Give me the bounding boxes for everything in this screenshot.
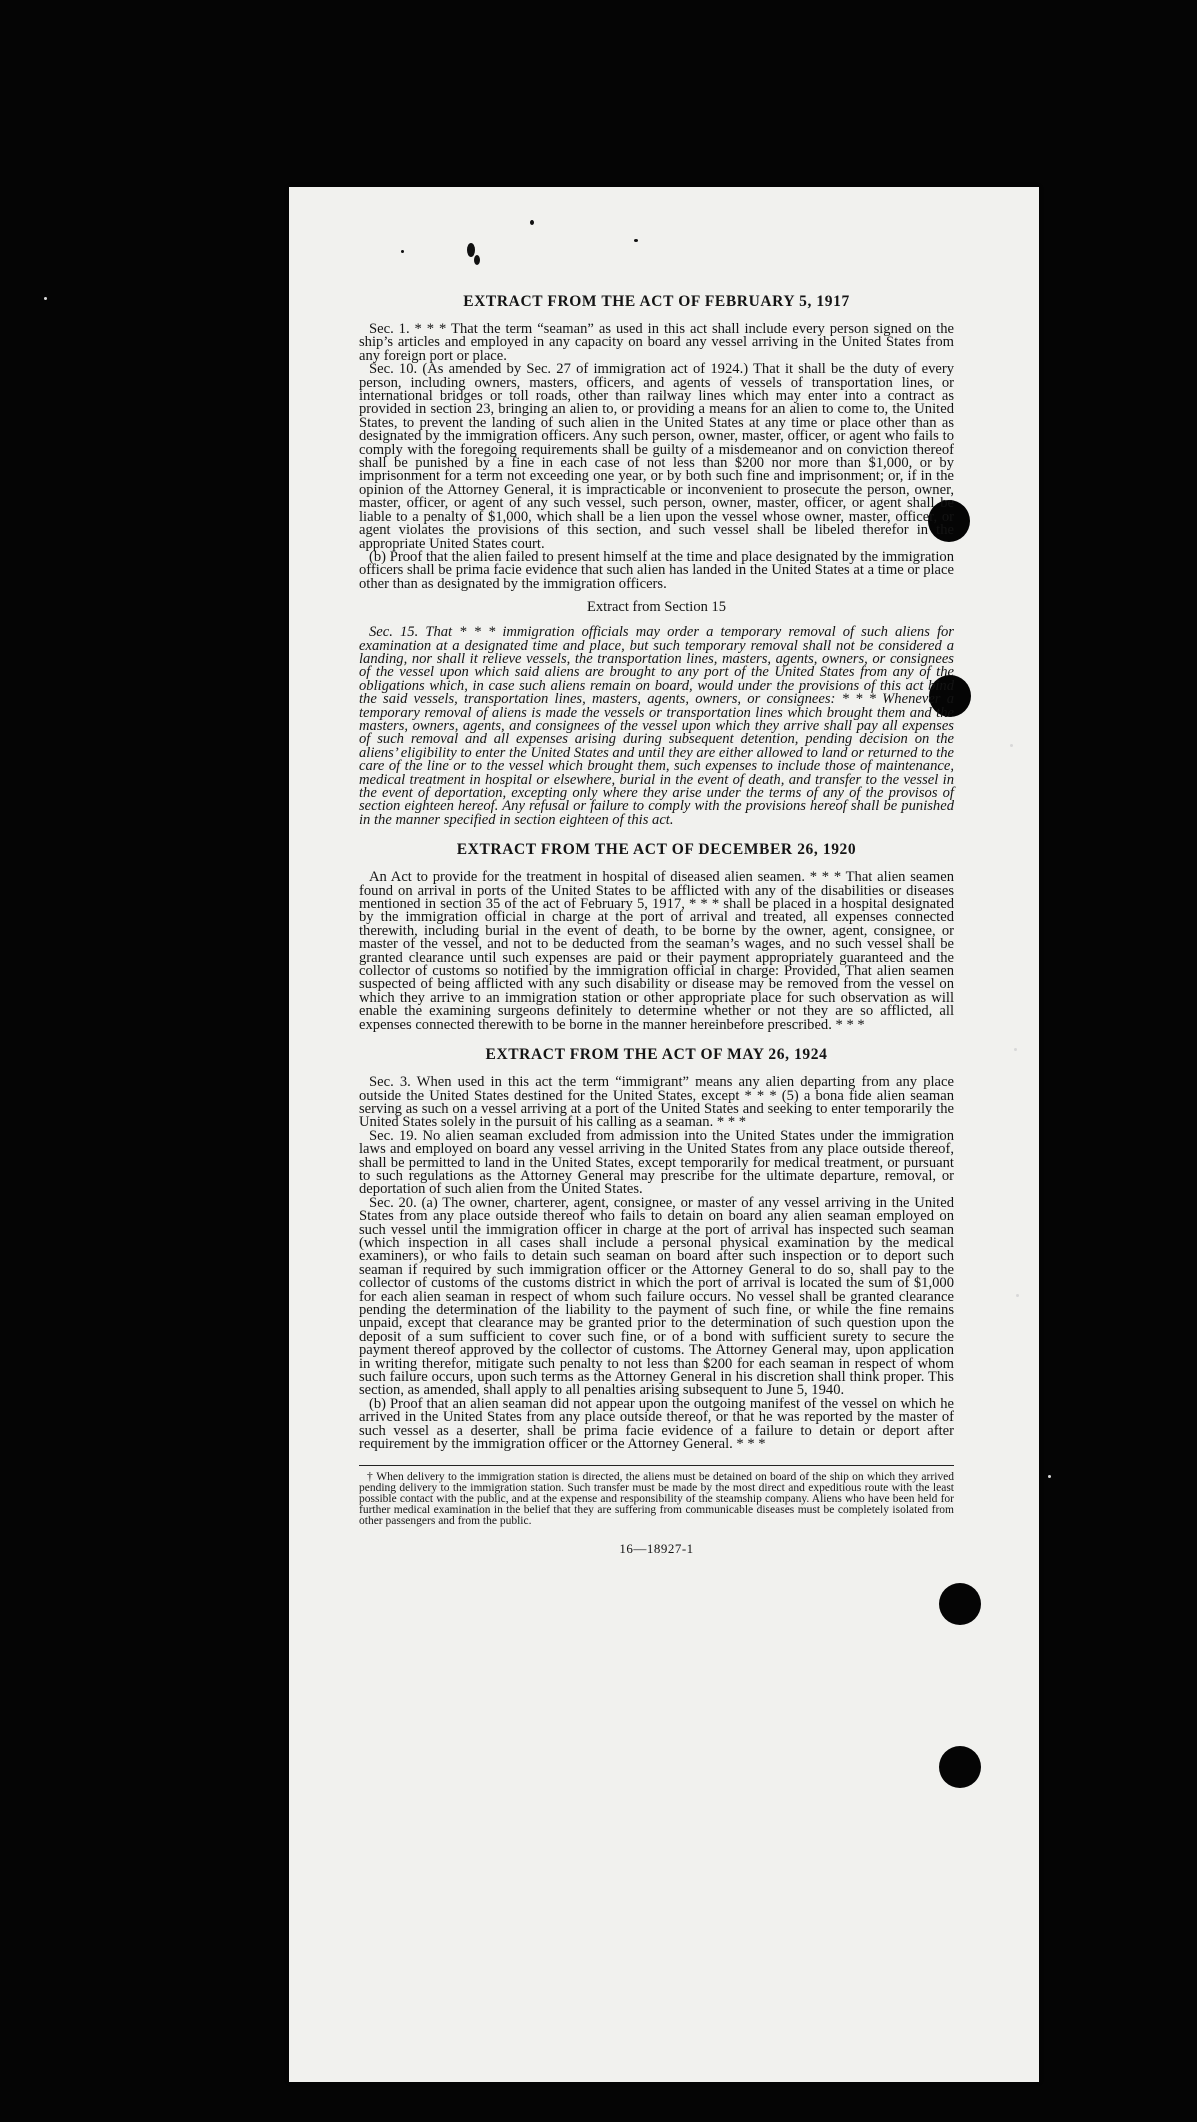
paragraph-sec20: Sec. 20. (a) The owner, charterer, agent, consignee, or master of any vessel arriving in the United States from any place outside thereof who fails to detain on board any alien seaman employed on such vessel until the immigration officer in charge at the port of arrival has inspected such seaman (which inspection in all cases shall include a personal physical examination by the medical examiners), or who fails to detain such seaman on board after such inspection or to deport such seaman if required by such immigration officer or the Attorney General to do so, shall pay to the collector of customs of the customs district in which the port of arrival is located the sum of $1,000 for each alien seaman in respect of whom such failure occurs. No vessel shall be granted clearance pending the determination of the liability to the payment of such fine, or while the fine remains unpaid, except that clearance may be granted prior to the determination of such question upon the deposit of a sum sufficient to cover such fine, or of a bond with sufficient surety to secure the payment thereof approved by the collector of customs. The Attorney General may, upon application in writing therefor, mitigate such penalty to not less than $200 for each seaman in respect of whom such failure occurs, upon such terms as the Attorney General in his discretion shall think proper. This section, as amended, shall apply to all penalties arising subsequent to June 5, 1940. <box>359 1194 954 1399</box>
document-page <box>289 187 1039 2082</box>
background-dot <box>1010 744 1013 747</box>
paragraph-1920: An Act to provide for the treatment in hospital of diseased alien seamen. * * * That alien seamen found on arrival in ports of the United States to be afflicted with any of the disabilities or diseases mentioned in section 35 of the act of February 5, 1917, * * * shall be placed in a hospital designated by the immigration official in charge at the port of arrival and treated, all expenses connected therewith, including burial in the event of death, to be borne by the owner, agent, consignee, or master of the vessel, and not to be deducted from the seaman’s wages, and no such vessel shall be granted clearance until such expenses are paid or their payment appropriately guaranteed and the collector of customs so notified by the immigration official in charge: Provided, That alien seamen suspected of being afflicted with any such disability or disease may be removed from the vessel on which they arrive to an immigration station or other appropriate place for such observation as will enable the examining surgeons definitely to determine whether or not they are so afflicted, all expenses connected therewith to be borne in the manner hereinbefore prescribed. * * * <box>359 869 954 1033</box>
document-text <box>359 287 954 1557</box>
paragraph-sec10: Sec. 10. (As amended by Sec. 27 of immigration act of 1924.) That it shall be the duty of every person, including owners, masters, officers, and agents of vessels of transportation lines, or international bridges or toll roads, other than railway lines which may enter into a contract as provided in section 23, bringing an alien to, or providing a means for an alien to come to, the United States, to prevent the landing of such alien in the United States at any time or place other than as designated by the immigration officers. Any such person, owner, master, officer, or agent who fails to comply with the foregoing requirements shall be guilty of a misdemeanor and on conviction thereof shall be punished by a fine in each case of not less than $200 nor more than $1,000, or by imprisonment for a term not exceeding one year, or by both such fine and imprisonment; or, if in the opinion of the Attorney General, it is impracticable or inconvenient to prosecute the person, owner, master, officer, or agent of any such vessel, such person, owner, master, officer, or agent shall be liable to a penalty of $1,000, which shall be a lien upon the vessel whose owner, master, officer, or agent violates the provisions of this section, and such vessel shall be libeled therefor in the appropriate United States court. <box>359 361 954 552</box>
heading-act-1924: EXTRACT FROM THE ACT OF MAY 26, 1924 <box>485 1046 828 1064</box>
paragraph-sec15: Sec. 15. That * * * immigration officials may order a temporary removal of such aliens for examination at a designated time and place, but such temporary removal shall not be considered a landing, nor shall it relieve vessels, the transportation lines, masters, agents, owners, or consignees of the vessel upon which said aliens are brought to any port of the United States from any of the obligations which, in case such aliens remain on board, would under the provisions of this act bind the said vessels, transportation lines, masters, agents, owners, or consignees: * * * Whenever a temporary removal of aliens is made the vessels or transportation lines which brought them and the masters, owners, agents, and consignees of the vessel upon which they arrive shall pay all expenses of such removal and all expenses arising during subsequent detention, pending decision on the aliens’ eligibility to enter the United States and until they are either allowed to land or returned to the care of the line or to the vessel which brought them, such expenses to include those of maintenance, medical treatment in hospital or elsewhere, burial in the event of death, and transfer to the vessel in the event of deportation, excepting only where they arise under the terms of any of the provisos of section eighteen hereof. Any refusal or failure to comply with the provisions hereof shall be punished in the manner specified in section eighteen of this act. <box>359 624 954 828</box>
footnote-rule <box>359 1465 954 1466</box>
paper-speck <box>401 250 404 253</box>
paper-speck <box>467 243 475 257</box>
background-dot <box>1048 1475 1051 1478</box>
paragraph-sec3: Sec. 3. When used in this act the term “immigrant” means any alien departing from any place outside the United States destined for the United States, except * * * (5) a bona fide alien seaman serving as such on a vessel arriving at a port of the United States and seeking to enter temporarily the United States solely in the pursuit of his calling as a seaman. * * * <box>359 1074 954 1131</box>
paragraph-proof-b-1924: (b) Proof that an alien seaman did not appear upon the outgoing manifest of the vessel on which he arrived in the United States from any place outside thereof, or that he was reported by the master of such vessel as a deserter, shall be prima facie evidence of a failure to detain or deport after requirement by the immigration officer or the Attorney General. * * * <box>359 1395 954 1453</box>
subheading-section-15: Extract from Section 15 <box>587 599 726 616</box>
paragraph-sec19: Sec. 19. No alien seaman excluded from admission into the United States under the immigration laws and employed on board any vessel arriving in the United States from any place outside thereof, shall be permitted to land in the United States, except temporarily for medical treatment, or pursuant to such regulations as the Attorney General may prescribe for the ultimate departure, removal, or deportation of such alien from the United States. <box>359 1127 954 1198</box>
paper-speck <box>474 255 480 265</box>
footnote: † When delivery to the immigration station is directed, the aliens must be detained on board of the ship on which they arrived pending delivery to the immigration station. Such transfer must be made by the most direct and expeditious route with the least possible contact with the public, and at the expense and responsibility of the steamship company. Aliens who have been held for further medical examination in the belief that they are suffering from communicable diseases must be completely isolated from other passengers and from the public. <box>359 1471 954 1528</box>
background-dot <box>44 297 47 300</box>
paper-speck <box>634 239 638 242</box>
heading-act-1920: EXTRACT FROM THE ACT OF DECEMBER 26, 1920 <box>456 841 857 859</box>
punch-hole <box>939 1746 981 1788</box>
background-dot <box>1014 1048 1017 1051</box>
heading-act-1917: EXTRACT FROM THE ACT OF FEBRUARY 5, 1917 <box>463 293 850 310</box>
paragraph-sec1: Sec. 1. * * * That the term “seaman” as used in this act shall include every person signed on the ship’s articles and employed in any capacity on board any vessel arriving in the United States from any foreign port or place. <box>359 321 954 364</box>
punch-hole <box>939 1583 981 1625</box>
paragraph-proof-b: (b) Proof that the alien failed to present himself at the time and place designated by the immigration officers shall be prima facie evidence that such alien has landed in the United States at a time or place other than as designated by the immigration officers. <box>359 548 954 592</box>
paper-speck <box>530 220 534 225</box>
background-dot <box>1016 1294 1019 1297</box>
form-code: 16—18927-1 <box>619 1541 694 1557</box>
